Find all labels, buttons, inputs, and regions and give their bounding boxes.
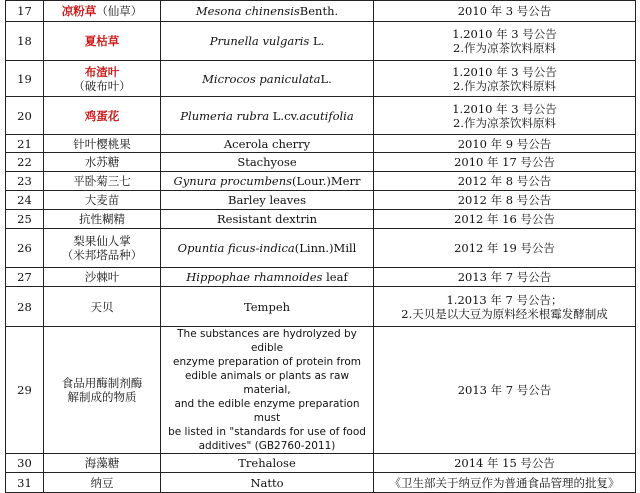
table-row xyxy=(6,22,636,61)
announcement-note: 2013 年 7 号公告 xyxy=(374,268,636,287)
table-row xyxy=(6,153,636,172)
row-number: 31 xyxy=(6,473,44,493)
announcement-note: 2012 年 16 号公告 xyxy=(374,210,636,229)
table-row xyxy=(6,473,636,493)
ingredient-name: 针叶樱桃果 xyxy=(44,135,161,153)
scientific-name: Resistant dextrin xyxy=(161,210,374,229)
scientific-name: Gynura procumbens(Lour.)Merr xyxy=(161,172,374,191)
scientific-name: Trehalose xyxy=(161,454,374,473)
row-number: 26 xyxy=(6,229,44,268)
announcement-note: 2010 年 17 号公告 xyxy=(374,153,636,172)
substance-description: The substances are hydrolyzed by edible enzyme preparation of protein from edible animals or plants as raw material, and the edible enzyme preparation must be listed in "standards for use of food additives" (GB2760-2011) xyxy=(161,327,374,454)
announcement-note: 2012 年 8 号公告 xyxy=(374,172,636,191)
announcement-note: 2013 年 7 号公告 xyxy=(374,327,636,454)
ingredient-name: 纳豆 xyxy=(44,473,161,493)
announcement-note: 1.2010 年 3 号公告 2.作为凉茶饮料原料 xyxy=(374,97,636,135)
table-row xyxy=(6,135,636,153)
row-number: 24 xyxy=(6,191,44,210)
ingredient-name: 凉粉草（仙草） xyxy=(44,1,161,22)
ingredient-name: 海藻糖 xyxy=(44,454,161,473)
scientific-name: Mesona chinensisBenth. xyxy=(161,1,374,22)
ingredient-name: 梨果仙人掌 （米邦塔品种） xyxy=(44,229,161,268)
row-number: 27 xyxy=(6,268,44,287)
ingredient-name: 夏枯草 xyxy=(44,22,161,61)
ingredient-name: 鸡蛋花 xyxy=(44,97,161,135)
table-row xyxy=(6,97,636,135)
row-number: 21 xyxy=(6,135,44,153)
scientific-name: Plumeria rubra L.cv.acutifolia xyxy=(161,97,374,135)
row-number: 20 xyxy=(6,97,44,135)
ingredient-name: 平卧菊三七 xyxy=(44,172,161,191)
table-row xyxy=(6,1,636,22)
announcement-note: 《卫生部关于纳豆作为普通食品管理的批复》 xyxy=(374,473,636,493)
ingredient-name: 沙棘叶 xyxy=(44,268,161,287)
food-ingredient-table xyxy=(5,0,636,493)
announcement-note: 1.2010 年 3 号公告 2.作为凉茶饮料原料 xyxy=(374,61,636,97)
scientific-name: Stachyose xyxy=(161,153,374,172)
announcement-note: 2012 年 8 号公告 xyxy=(374,191,636,210)
ingredient-name: 布渣叶 （破布叶） xyxy=(44,61,161,97)
table-row xyxy=(6,454,636,473)
row-number: 30 xyxy=(6,454,44,473)
table-row xyxy=(6,287,636,327)
announcement-note: 2012 年 19 号公告 xyxy=(374,229,636,268)
row-number: 23 xyxy=(6,172,44,191)
row-number: 19 xyxy=(6,61,44,97)
announcement-note: 2010 年 3 号公告 xyxy=(374,1,636,22)
table-row xyxy=(6,172,636,191)
scientific-name: Barley leaves xyxy=(161,191,374,210)
row-number: 18 xyxy=(6,22,44,61)
row-number: 22 xyxy=(6,153,44,172)
announcement-note: 2010 年 9 号公告 xyxy=(374,135,636,153)
scientific-name: Opuntia ficus-indica(Linn.)Mill xyxy=(161,229,374,268)
table-row xyxy=(6,327,636,454)
table-row xyxy=(6,61,636,97)
announcement-note: 1.2010 年 3 号公告 2.作为凉茶饮料原料 xyxy=(374,22,636,61)
row-number: 29 xyxy=(6,327,44,454)
row-number: 28 xyxy=(6,287,44,327)
ingredient-name: 食品用酶制剂酶 解制成的物质 xyxy=(44,327,161,454)
announcement-note: 2014 年 15 号公告 xyxy=(374,454,636,473)
scientific-name: Hippophae rhamnoides leaf xyxy=(161,268,374,287)
ingredient-name: 天贝 xyxy=(44,287,161,327)
scientific-name: Tempeh xyxy=(161,287,374,327)
row-number: 17 xyxy=(6,1,44,22)
ingredient-name: 水苏糖 xyxy=(44,153,161,172)
scientific-name: Natto xyxy=(161,473,374,493)
scientific-name: Microcos paniculataL. xyxy=(161,61,374,97)
ingredient-name: 大麦苗 xyxy=(44,191,161,210)
table-row xyxy=(6,210,636,229)
table-row xyxy=(6,268,636,287)
row-number: 25 xyxy=(6,210,44,229)
table-row xyxy=(6,229,636,268)
table-row xyxy=(6,191,636,210)
ingredient-name: 抗性糊精 xyxy=(44,210,161,229)
announcement-note: 1.2013 年 7 号公告； 2.天贝是以大豆为原料经米根霉发酵制成 xyxy=(374,287,636,327)
scientific-name: Acerola cherry xyxy=(161,135,374,153)
scientific-name: Prunella vulgaris L. xyxy=(161,22,374,61)
